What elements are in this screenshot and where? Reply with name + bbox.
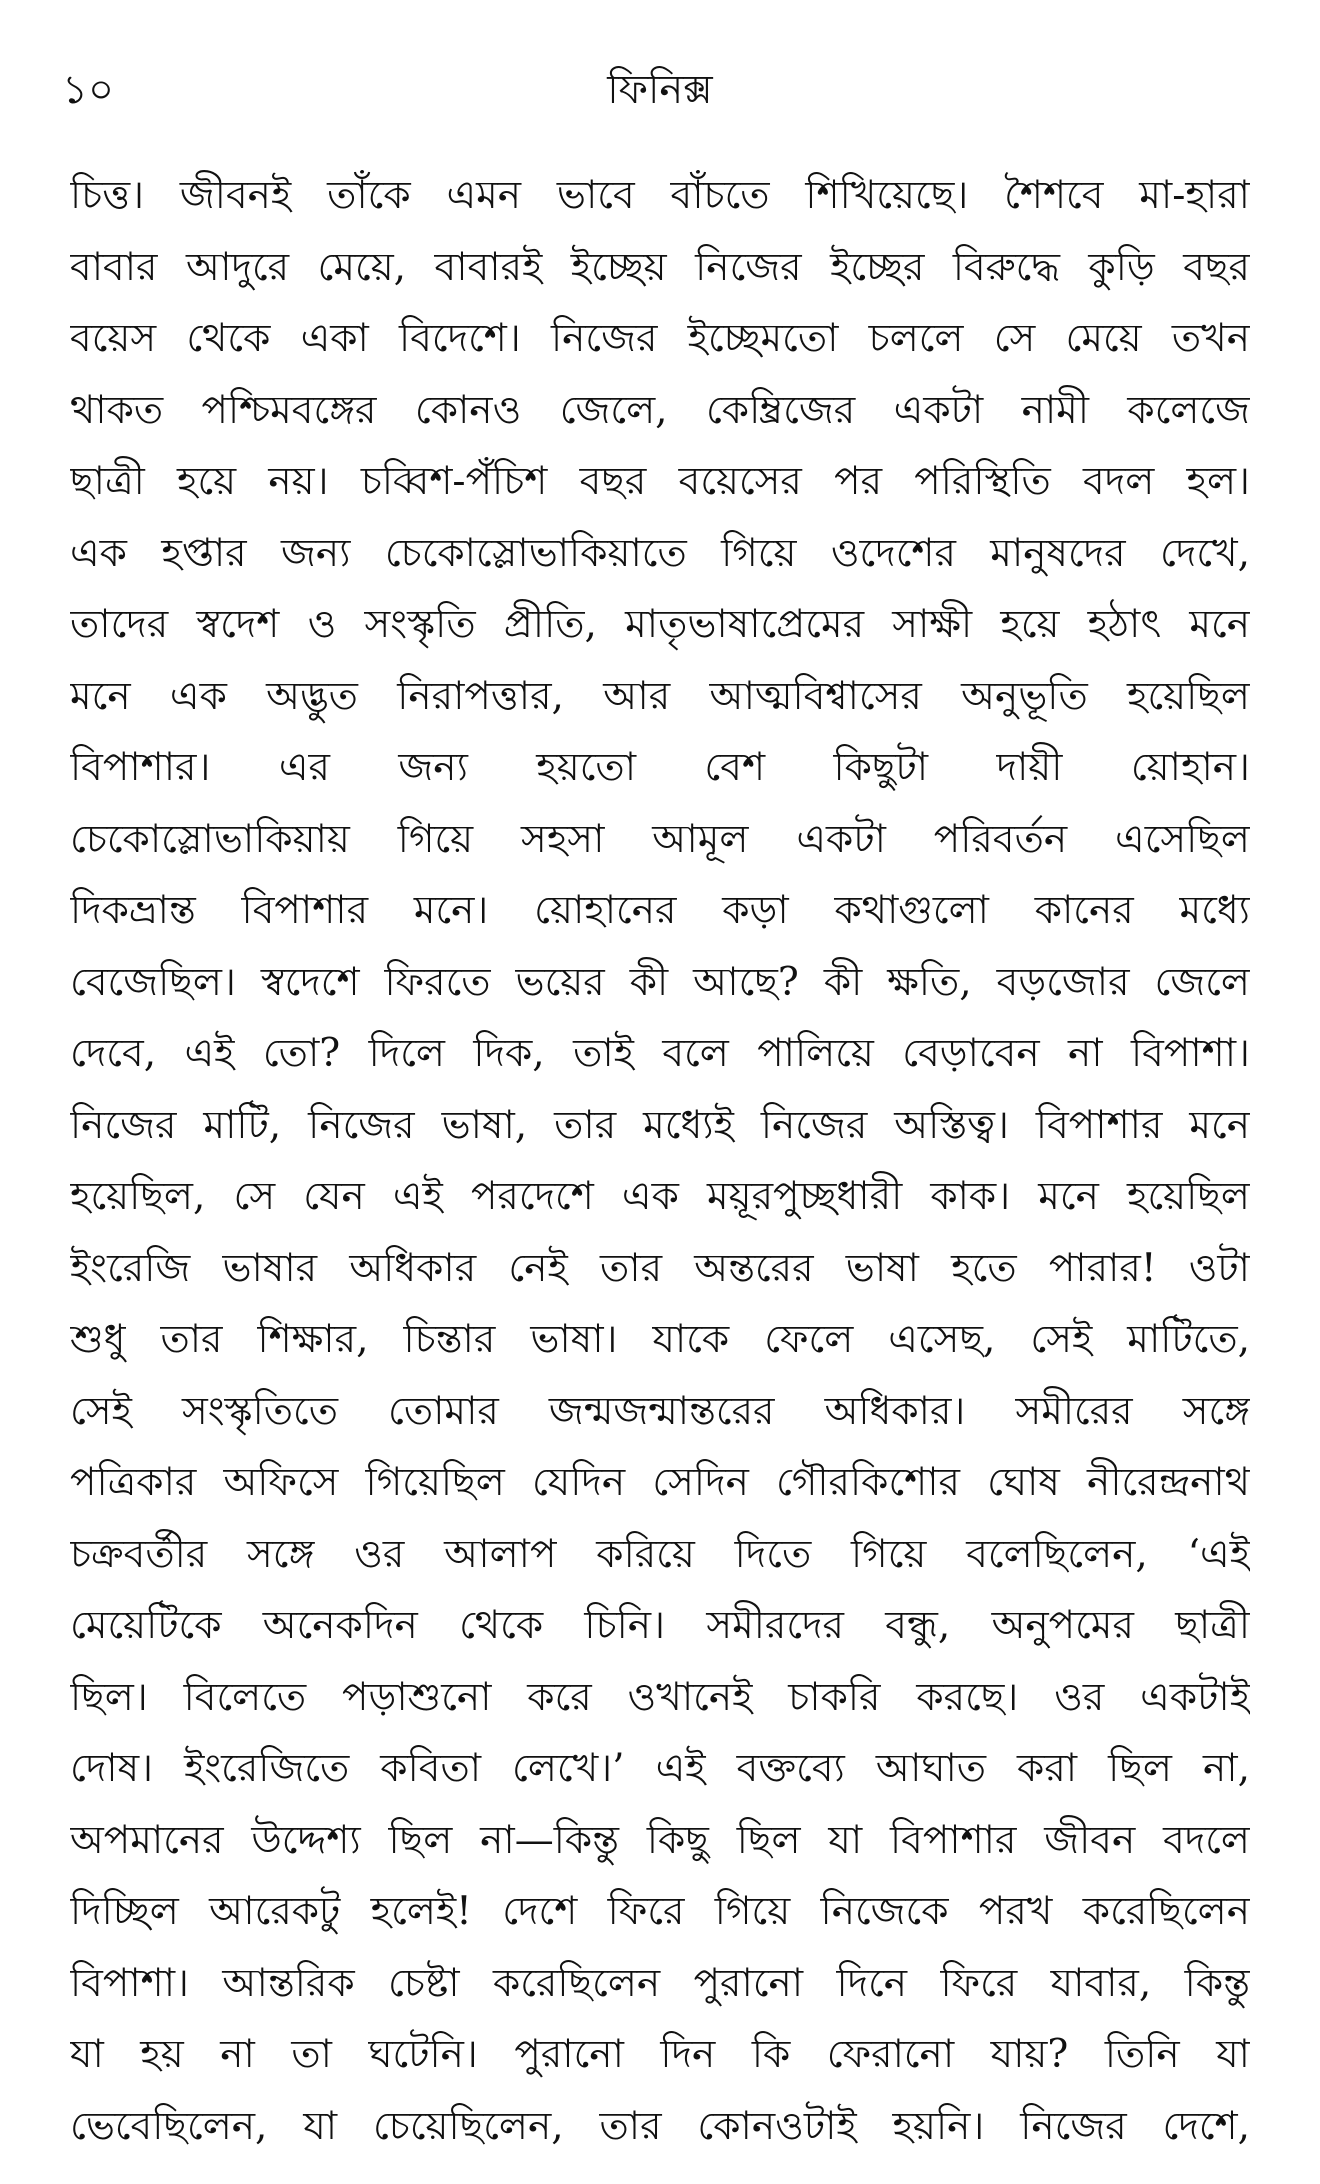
text-line: চিত্ত। জীবনই তাঁকে এমন ভাবে বাঁচতে শিখিয়েছে। শৈশবে মা-হারা — [70, 173, 1250, 218]
text-line: বয়েস থেকে একা বিদেশে। নিজের ইচ্ছেমতো চললে সে মেয়ে তখন — [70, 316, 1250, 361]
text-line: যা হয় না তা ঘটেনি। পুরানো দিন কি ফেরানো যায়? তিনি যা — [70, 2032, 1250, 2077]
text-line: দেবে, এই তো? দিলে দিক, তাই বলে পালিয়ে বেড়াবেন না বিপাশা। — [70, 1031, 1250, 1076]
running-title: ফিনিক্স — [607, 67, 713, 113]
text-line: ইংরেজি ভাষার অধিকার নেই তার অন্তরের ভাষা হতে পারার! ওটা — [70, 1245, 1250, 1291]
text-line: বিপাশা। আন্তরিক চেষ্টা করেছিলেন পুরানো দিনে ফিরে যাবার, কিন্তু — [70, 1960, 1250, 2006]
text-line: বিপাশার। এর জন্য হয়তো বেশ কিছুটা দায়ী য়োহান। — [70, 745, 1250, 790]
text-line: তাদের স্বদেশ ও সংস্কৃতি প্রীতি, মাতৃভাষাপ্রেমের সাক্ষী হয়ে হঠাৎ মনে — [70, 602, 1250, 647]
text-line: মনে এক অদ্ভুত নিরাপত্তার, আর আত্মবিশ্বাসের অনুভূতি হয়েছিল — [70, 673, 1250, 719]
body-text — [70, 160, 1250, 2162]
text-line: ছিল। বিলেতে পড়াশুনো করে ওখানেই চাকরি করছে। ওর একটাই — [70, 1674, 1250, 1720]
text-line: পত্রিকার অফিসে গিয়েছিল যেদিন সেদিন গৌরকিশোর ঘোষ নীরেন্দ্রনাথ — [70, 1460, 1250, 1505]
text-line: চেকোস্লোভাকিয়ায় গিয়ে সহসা আমূল একটা পরিবর্তন এসেছিল — [70, 816, 1250, 862]
text-line: থাকত পশ্চিমবঙ্গের কোনও জেলে, কেম্ব্রিজের একটা নামী কলেজে — [70, 387, 1250, 433]
text-line: ভেবেছিলেন, যা চেয়েছিলেন, তার কোনওটাই হয়নি। নিজের দেশে, — [70, 2103, 1250, 2149]
text-line: নিজের মাটি, নিজের ভাষা, তার মধ্যেই নিজের অস্তিত্ব। বিপাশার মনে — [70, 1102, 1250, 1148]
text-line: দিকভ্রান্ত বিপাশার মনে। য়োহানের কড়া কথাগুলো কানের মধ্যে — [70, 888, 1250, 933]
text-line: সেই সংস্কৃতিতে তোমার জন্মজন্মান্তরের অধিকার। সমীরের সঙ্গে — [70, 1388, 1250, 1434]
text-line: এক হপ্তার জন্য চেকোস্লোভাকিয়াতে গিয়ে ওদেশের মানুষদের দেখে, — [70, 530, 1250, 576]
text-line: হয়েছিল, সে যেন এই পরদেশে এক ময়ূরপুচ্ছধারী কাক। মনে হয়েছিল — [70, 1174, 1250, 1219]
text-line: ছাত্রী হয়ে নয়। চব্বিশ-পঁচিশ বছর বয়েসের পর পরিস্থিতি বদল হল। — [70, 459, 1250, 504]
text-line: বেজেছিল। স্বদেশে ফিরতে ভয়ের কী আছে? কী ক্ষতি, বড়জোর জেলে — [70, 959, 1250, 1005]
text-line: শুধু তার শিক্ষার, চিন্তার ভাষা। যাকে ফেলে এসেছ, সেই মাটিতে, — [70, 1317, 1250, 1362]
text-line: চক্রবর্তীর সঙ্গে ওর আলাপ করিয়ে দিতে গিয়ে বলেছিলেন, ‘এই — [70, 1531, 1250, 1577]
page-number: ১০ — [62, 67, 114, 113]
text-line: অপমানের উদ্দেশ্য ছিল না—কিন্তু কিছু ছিল যা বিপাশার জীবন বদলে — [70, 1817, 1250, 1863]
text-line: দিচ্ছিল আরেকটু হলেই! দেশে ফিরে গিয়ে নিজেকে পরখ করেছিলেন — [70, 1889, 1250, 1934]
text-line: বাবার আদুরে মেয়ে, বাবারই ইচ্ছেয় নিজের ইচ্ছের বিরুদ্ধে কুড়ি বছর — [70, 244, 1250, 290]
text-line: মেয়েটিকে অনেকদিন থেকে চিনি। সমীরদের বন্ধু, অনুপমের ছাত্রী — [70, 1603, 1250, 1648]
text-line: দোষ। ইংরেজিতে কবিতা লেখে।’ এই বক্তব্যে আঘাত করা ছিল না, — [70, 1746, 1250, 1791]
